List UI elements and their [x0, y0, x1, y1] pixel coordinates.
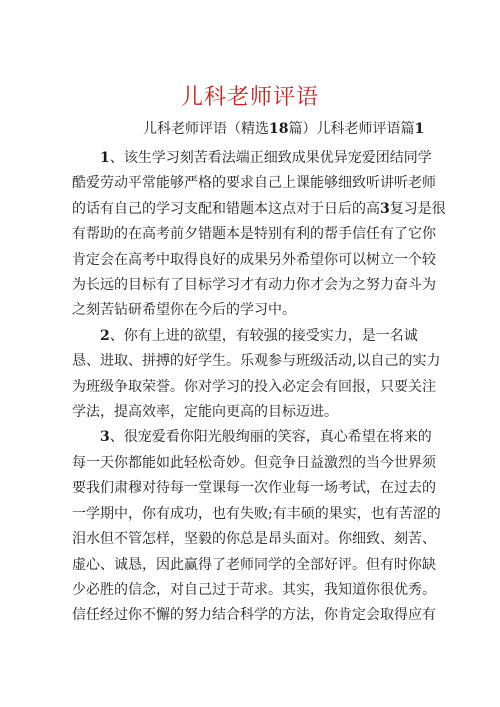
subtitle-number: 1 [414, 121, 425, 137]
inline-number: 3 [380, 200, 390, 217]
paragraph-line: 之刻苦钻研希望你在今后的学习中。 [72, 302, 296, 319]
paragraph-line: 每一天你都能如此轻松奇妙。但竞争日益激烈的当今世界须 [72, 454, 436, 471]
paragraph-line: 恳、进取、拼搏的好学生。乐观参与班级活动,以自己的实力 [72, 353, 441, 370]
paragraph-line: 2、你有上进的欲望，有较强的接受实力，是一名诚 [100, 327, 418, 344]
paragraph-line: 学法，提高效率，定能向更高的目标迈进。 [72, 404, 338, 421]
paragraph-line: 3、很宠爱看你阳光般绚丽的笑容，真心希望在将来的 [100, 429, 432, 446]
paragraph-line: 要我们肃穆对待每一堂课每一次作业每一场考试，在过去的 [72, 480, 436, 497]
paragraph-line: 1、该生学习刻苦看法端正细致成果优异宠爱团结同学 [100, 150, 432, 166]
paragraph-line: 一学期中，你有成功，也有失败;有丰硕的果实，也有苦涩的 [72, 505, 441, 522]
page-title: 儿科老师评语 [180, 85, 319, 110]
paragraph-line: 的话有自己的学习支配和错题本这点对于日后的高3复习是很 [72, 200, 446, 217]
paragraph-number: 3 [100, 429, 110, 446]
comment-paragraph-1 [72, 146, 446, 324]
paragraph-line: 为班级争取荣誉。你对学习的投入必定会有回报，只要关注 [72, 378, 436, 395]
paragraph-number: 1 [100, 150, 110, 166]
paragraph-line: 虚心、诚恳，因此赢得了老师同学的全部好评。但有时你缺 [72, 556, 436, 573]
document-body [72, 146, 446, 629]
paragraph-line: 少必胜的信念，对自己过于苛求。其实，我知道你很优秀。 [72, 581, 436, 598]
document-subtitle [143, 120, 424, 138]
paragraph-line: 肯定会在高考中取得良好的成果另外希望你可以树立一个较 [72, 251, 436, 268]
paragraph-line: 信任经过你不懈的努力结合科学的方法，你肯定会取得应有 [72, 607, 436, 624]
subtitle-count: 18 [269, 121, 289, 137]
comment-paragraph-2 [72, 324, 441, 426]
paragraph-line: 为长远的目标有了目标学习才有动力你才会为之努力奋斗为 [72, 277, 436, 294]
subtitle-text-1: 儿科老师评语（精选 [143, 121, 269, 137]
paragraph-line: 泪水但不管怎样，坚毅的你总是昂头面对。你细致、刻苦、 [72, 531, 436, 548]
subtitle-text-2: 篇）儿科老师评语篇 [288, 121, 415, 137]
comment-paragraph-3 [72, 425, 441, 628]
paragraph-number: 2 [100, 327, 110, 344]
paragraph-line: 有帮助的在高考前夕错题本是特别有利的帮手信任有了它你 [72, 226, 436, 243]
paragraph-line: 酷爱劳动平常能够严格的要求自己上课能够细致听讲听老师 [72, 175, 436, 192]
